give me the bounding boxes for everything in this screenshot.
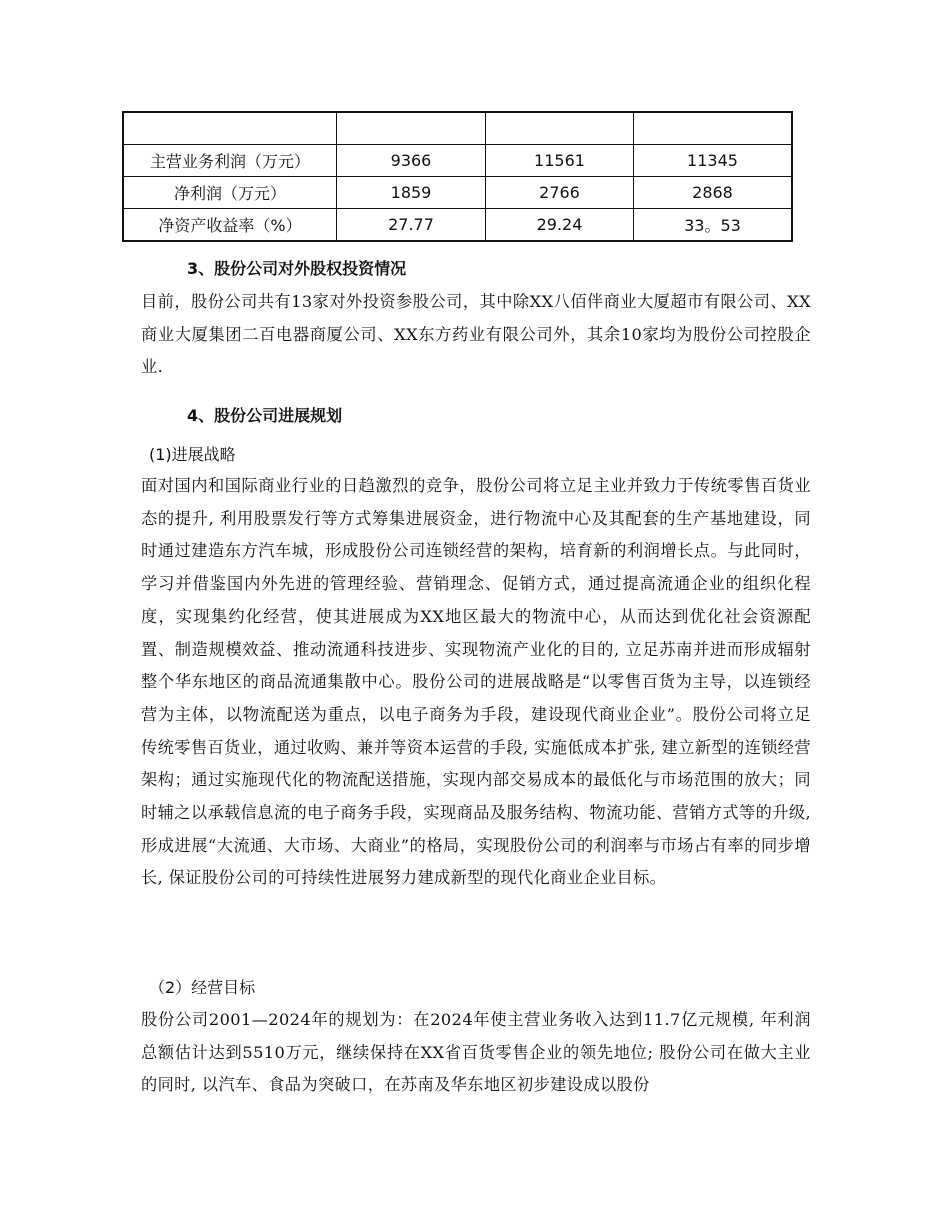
table-cell <box>486 112 634 145</box>
table-cell: 29.24 <box>486 209 634 242</box>
table-row-label: 净资产收益率（%） <box>123 209 337 242</box>
table-cell <box>123 112 337 145</box>
table-cell: 9366 <box>337 145 486 177</box>
table-row <box>123 112 792 145</box>
paragraph: 面对国内和国际商业行业的日趋激烈的竞争，股份公司将立足主业并致力于传统零售百货业态的提升, 利用股票发行等方式筹集进展资金，进行物流中心及其配套的生产基地建设，同时通过建造东方汽车城，形成股份公司连锁经营的架构，培育新的利润增长点。与此同时，学习并借鉴国内外先进的管理经验、营销理念、促销方式，通过提高流通企业的组织化程度，实现集约化经营，使其进展成为XX地区最大的物流中心，从而达到优化社会资源配置、制造规模效益、推动流通科技进步、实现物流产业化的目的, 立足苏南并进而形成辐射整个华东地区的商品流通集散中心。股份公司的进展战略是“以零售百货为主导，以连锁经营为主体，以物流配送为重点，以电子商务为手段，建设现代商业企业”。股份公司将立足传统零售百货业，通过收购、兼并等资本运营的手段, 实施低成本扩张, 建立新型的连锁经营架构；通过实施现代化的物流配送措施，实现内部交易成本的最低化与市场范围的放大；同时辅之以承载信息流的电子商务手段，实现商品及服务结构、物流功能、营销方式等的升级, 形成进展“大流通、大市场、大商业”的格局，实现股份公司的利润率与市场占有率的同步增长, 保证股份公司的可持续性进展努力建成新型的现代化商业企业目标。 <box>141 476 811 888</box>
subsection-goals-heading: （2）经营目标 <box>149 978 256 997</box>
section-3-heading: 3、股份公司对外股权投资情况 <box>187 259 407 278</box>
subsection-strategy-heading: (1)进展战略 <box>149 445 236 464</box>
paragraph: 股份公司2001—2024年的规划为：在2024年使主营业务收入达到11.7亿元规模, 年利润总额估计达到5510万元，继续保持在XX省百货零售企业的领先地位; 股份公司在做大主业的同时, 以汽车、食品为突破口，在苏南及华东地区初步建设成以股份 <box>141 1010 811 1095</box>
strategy-body <box>141 470 811 895</box>
table-cell: 2766 <box>486 177 634 209</box>
goals-body <box>141 1004 811 1102</box>
table-cell: 11561 <box>486 145 634 177</box>
table-cell: 2868 <box>634 177 793 209</box>
table-row-label: 主营业务利润（万元） <box>123 145 337 177</box>
table-cell <box>634 112 793 145</box>
financial-table <box>122 111 793 242</box>
paragraph: 目前，股份公司共有13家对外投资参股公司，其中除XX八佰伴商业大厦超市有限公司、XX商业大厦集团二百电器商厦公司、XX东方药业有限公司外，其余10家均为股份公司控股企业. <box>141 292 811 377</box>
table-row <box>123 177 792 209</box>
table-cell: 11345 <box>634 145 793 177</box>
table-cell: 27.77 <box>337 209 486 242</box>
section-4-heading: 4、股份公司进展规划 <box>187 406 343 425</box>
table-cell: 33。53 <box>634 209 793 242</box>
section-3-body <box>141 286 811 384</box>
table-cell <box>337 112 486 145</box>
table-row <box>123 145 792 177</box>
table-row-label: 净利润（万元） <box>123 177 337 209</box>
table-row <box>123 209 792 242</box>
table-cell: 1859 <box>337 177 486 209</box>
